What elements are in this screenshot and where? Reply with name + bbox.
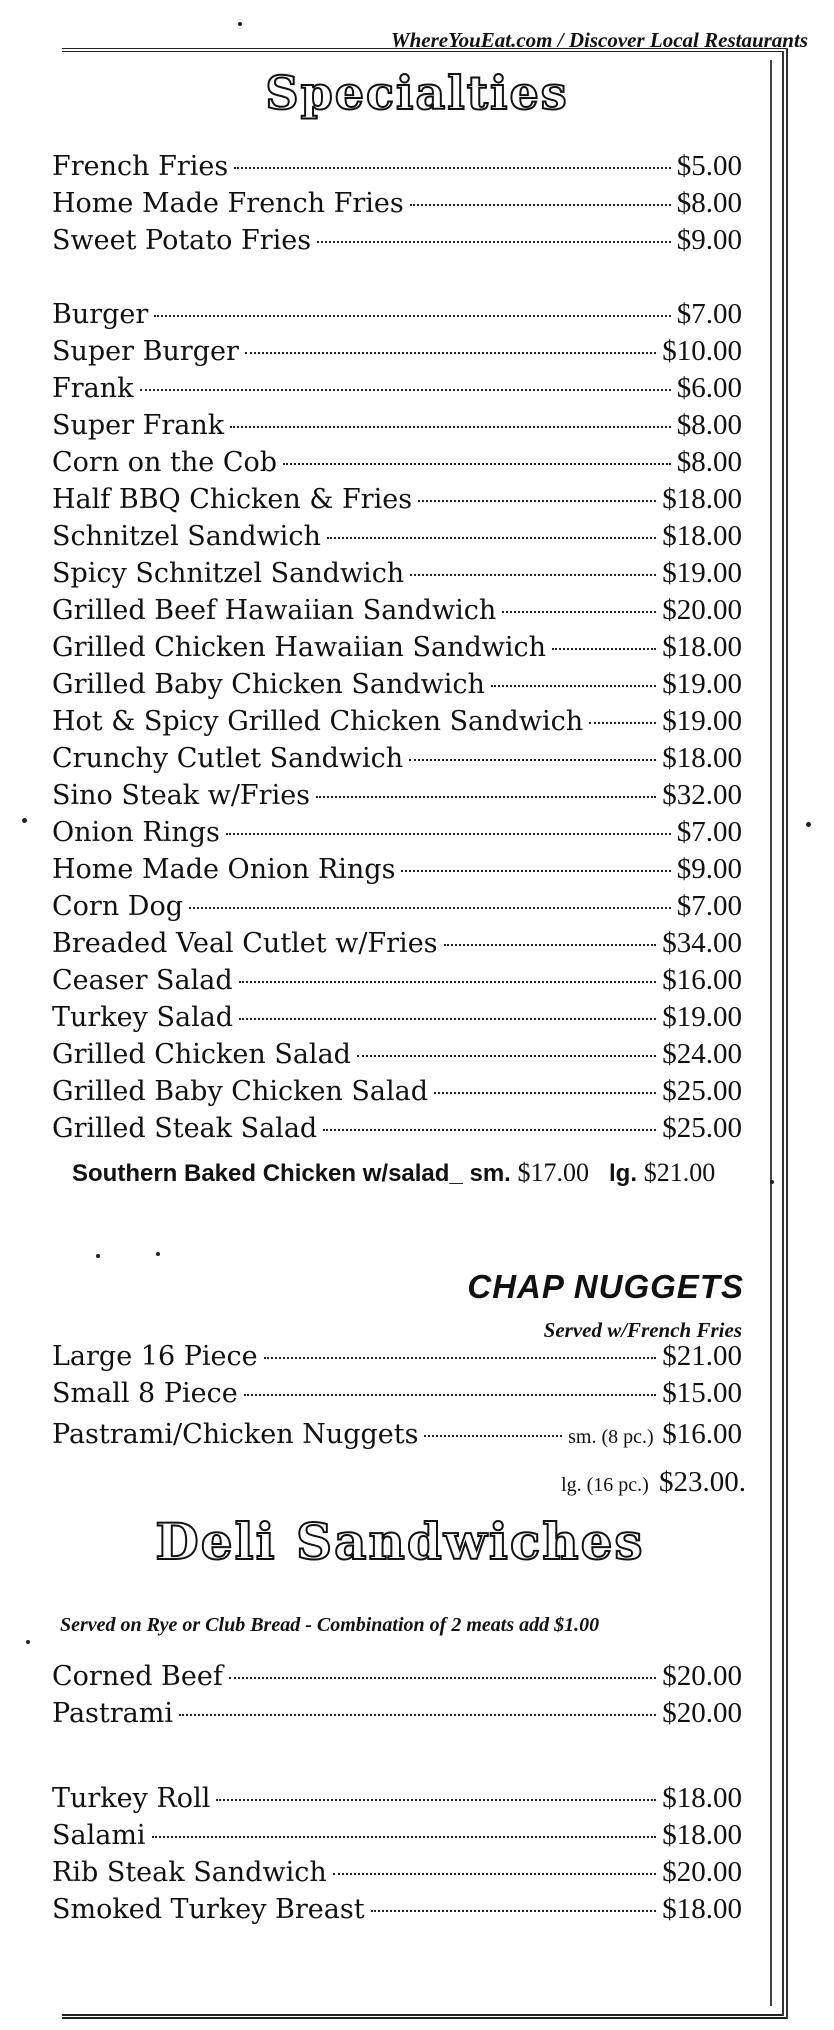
menu-item [52,631,742,668]
dot-leader [140,389,671,391]
scan-speck [238,22,242,26]
menu-item-price: $23.00. [659,1466,746,1498]
deli-list-1 [52,1660,742,1734]
menu-item-price: $20.00 [662,1697,742,1729]
menu-item-name: Pastrami [52,1698,173,1729]
deli-note: Served on Rye or Club Bread - Combination of 2 meats add $1.00 [60,1614,600,1636]
menu-item-name: Grilled Chicken Salad [52,1039,351,1070]
menu-item-name: Grilled Steak Salad [52,1113,318,1144]
menu-item-price: $25.00 [662,1075,742,1107]
menu-item-price: $16.00 [662,1418,742,1450]
menu-item [52,557,742,594]
menu-item-price: $20.00 [662,594,742,626]
dot-leader [239,1018,656,1020]
menu-item-price: $8.00 [676,446,742,478]
dot-leader [491,685,656,687]
dot-leader [589,722,656,724]
size-label: sm. (8 pc.) [568,1426,654,1448]
menu-item [52,890,742,927]
nuggets-list [52,1340,742,1414]
menu-item [52,1819,742,1856]
dot-leader [152,1836,657,1838]
menu-item-name: Crunchy Cutlet Sandwich [52,743,404,774]
menu-item [52,520,742,557]
menu-item-price: $7.00 [676,298,742,330]
menu-item-name: Corned Beef [52,1661,223,1692]
menu-item-price: $15.00 [662,1377,742,1409]
menu-item-price: $18.00 [662,483,742,515]
menu-item-name: Super Frank [52,410,225,441]
menu-item-name: Spicy Schnitzel Sandwich [52,558,405,589]
menu-item-name: Smoked Turkey Breast [52,1894,365,1925]
menu-item-name: Grilled Baby Chicken Salad [52,1076,429,1107]
menu-item-name: Corn Dog [52,891,183,922]
menu-item-name: Breaded Veal Cutlet w/Fries [52,928,438,959]
menu-item-name: Super Burger [52,336,239,367]
menu-item-price: $24.00 [662,1038,742,1070]
dot-leader [410,574,656,576]
menu-item-price: $8.00 [676,409,742,441]
menu-item-price: $18.00 [662,631,742,663]
fries-list [52,150,742,261]
dot-leader [323,1129,656,1131]
dot-leader [239,981,657,983]
menu-item-name: Home Made Onion Rings [52,854,396,885]
site-watermark: WhereYouEat.com / Discover Local Restaurants [390,28,808,52]
scan-speck [26,1640,30,1644]
menu-item [52,964,742,1001]
dot-leader [230,426,671,428]
menu-item-price: $18.00 [662,520,742,552]
menu-item-name: Grilled Baby Chicken Sandwich [52,669,485,700]
menu-item [52,335,742,372]
menu-item-price: $5.00 [676,150,742,182]
dot-leader [216,1799,656,1801]
menu-item-name: Sweet Potato Fries [52,225,312,256]
menu-item [52,705,742,742]
menu-item [52,1340,742,1377]
dot-leader [502,611,656,613]
dot-leader [333,1873,657,1875]
menu-item [52,483,742,520]
menu-item [52,150,742,187]
menu-item [52,779,742,816]
menu-item-price: $9.00 [676,853,742,885]
scan-speck [22,818,27,823]
menu-item-price: $19.00 [662,1001,742,1033]
size-label: sm. [469,1160,511,1187]
menu-item-price: $21.00 [662,1340,742,1372]
southern-chicken-line: Southern Baked Chicken w/salad_ sm. $17.00 lg. $21.00 [72,1158,716,1187]
menu-item [52,372,742,409]
menu-item-name: Ceaser Salad [52,965,233,996]
dot-leader [234,167,671,169]
menu-item-name: Salami [52,1820,146,1851]
size-label: lg. [609,1160,638,1187]
menu-item-price: $19.00 [662,668,742,700]
menu-item-price: $16.00 [662,964,742,996]
dot-leader [283,463,671,465]
dot-leader [244,1394,657,1396]
dot-leader [401,870,670,872]
menu-item [52,1697,742,1734]
menu-item-price: $34.00 [662,927,742,959]
scan-speck [770,1180,774,1184]
menu-item-price: $21.00 [643,1158,716,1187]
dot-leader [434,1092,656,1094]
menu-item [52,446,742,483]
menu-item [52,1660,742,1697]
menu-item-name: Turkey Salad [52,1002,234,1033]
specialties-list [52,298,742,1149]
menu-item-price: $7.00 [676,816,742,848]
menu-item-name: Corn on the Cob [52,447,278,478]
menu-item-name: Rib Steak Sandwich [52,1857,327,1888]
menu-item [52,1856,742,1893]
dot-leader [264,1357,657,1359]
specialties-heading: Specialties [265,66,569,120]
menu-item-name: Large 16 Piece [52,1341,258,1372]
dot-leader [424,1435,562,1437]
menu-item [52,816,742,853]
menu-item-price: $18.00 [662,1893,742,1925]
menu-item-price: $9.00 [676,224,742,256]
scan-speck [806,822,811,827]
menu-item [52,742,742,779]
pastrami-nuggets-large-line [561,1466,746,1499]
dot-leader [371,1910,657,1912]
deli-heading: Deli Sandwiches [155,1512,645,1571]
menu-item-price: $19.00 [662,705,742,737]
dot-leader [189,907,671,909]
menu-item-name: Sino Steak w/Fries [52,780,311,811]
scan-speck [96,1254,100,1258]
menu-item [52,853,742,890]
menu-item-name: Burger [52,299,149,330]
menu-item-price: $32.00 [662,779,742,811]
menu-item-name: Hot & Spicy Grilled Chicken Sandwich [52,706,584,737]
menu-item-name: Onion Rings [52,817,220,848]
menu-item-name: Home Made French Fries [52,188,404,219]
dot-leader [444,944,657,946]
menu-item [52,1893,742,1930]
menu-item-price: $19.00 [662,557,742,589]
menu-item-name: Small 8 Piece [52,1378,238,1409]
dot-leader [552,648,656,650]
menu-item-name: Grilled Beef Hawaiian Sandwich [52,595,497,626]
menu-item-price: $18.00 [662,742,742,774]
menu-item [52,1075,742,1112]
menu-item-price: $17.00 [517,1158,589,1187]
dot-leader [229,1677,656,1679]
dot-leader [317,241,671,243]
menu-item-price: $10.00 [662,335,742,367]
menu-item [52,224,742,261]
size-label: lg. (16 pc.) [561,1474,649,1496]
menu-item-price: $6.00 [676,372,742,404]
menu-item-price: $25.00 [662,1112,742,1144]
dot-leader [327,537,656,539]
menu-item [52,1782,742,1819]
menu-item-price: $18.00 [662,1819,742,1851]
menu-item-name: Southern Baked Chicken w/salad [72,1160,450,1187]
menu-item-name: Turkey Roll [52,1783,211,1814]
menu-item-name: Half BBQ Chicken & Fries [52,484,413,515]
dot-leader [357,1055,656,1057]
pastrami-nuggets-line [52,1418,742,1451]
menu-item [52,298,742,335]
dot-leader [226,833,671,835]
menu-item-price: $8.00 [676,187,742,219]
menu-item [52,594,742,631]
menu-item [52,668,742,705]
menu-item [52,927,742,964]
menu-item-name: French Fries [52,151,229,182]
dot-leader [154,315,670,317]
dot-leader [409,759,656,761]
menu-item [52,1001,742,1038]
deli-list-2 [52,1782,742,1930]
menu-item-name: Grilled Chicken Hawaiian Sandwich [52,632,547,663]
menu-item [52,1038,742,1075]
menu-item-price: $20.00 [662,1856,742,1888]
nuggets-subtitle: Served w/French Fries [543,1318,742,1342]
menu-item-name: Pastrami/Chicken Nuggets [52,1419,419,1450]
menu-item-price: $18.00 [662,1782,742,1814]
dot-leader [316,796,656,798]
menu-item-price: $20.00 [662,1660,742,1692]
menu-item [52,409,742,446]
nuggets-heading: CHAP NUGGETS [467,1268,744,1305]
menu-item [52,187,742,224]
scan-speck [156,1252,160,1256]
menu-item-price: $7.00 [676,890,742,922]
dot-leader [179,1714,656,1716]
menu-item [52,1377,742,1414]
dot-leader [410,204,671,206]
dot-leader [245,352,656,354]
menu-item-name: Schnitzel Sandwich [52,521,321,552]
menu-item-name: Frank [52,373,134,404]
menu-item [52,1112,742,1149]
dot-leader [418,500,656,502]
